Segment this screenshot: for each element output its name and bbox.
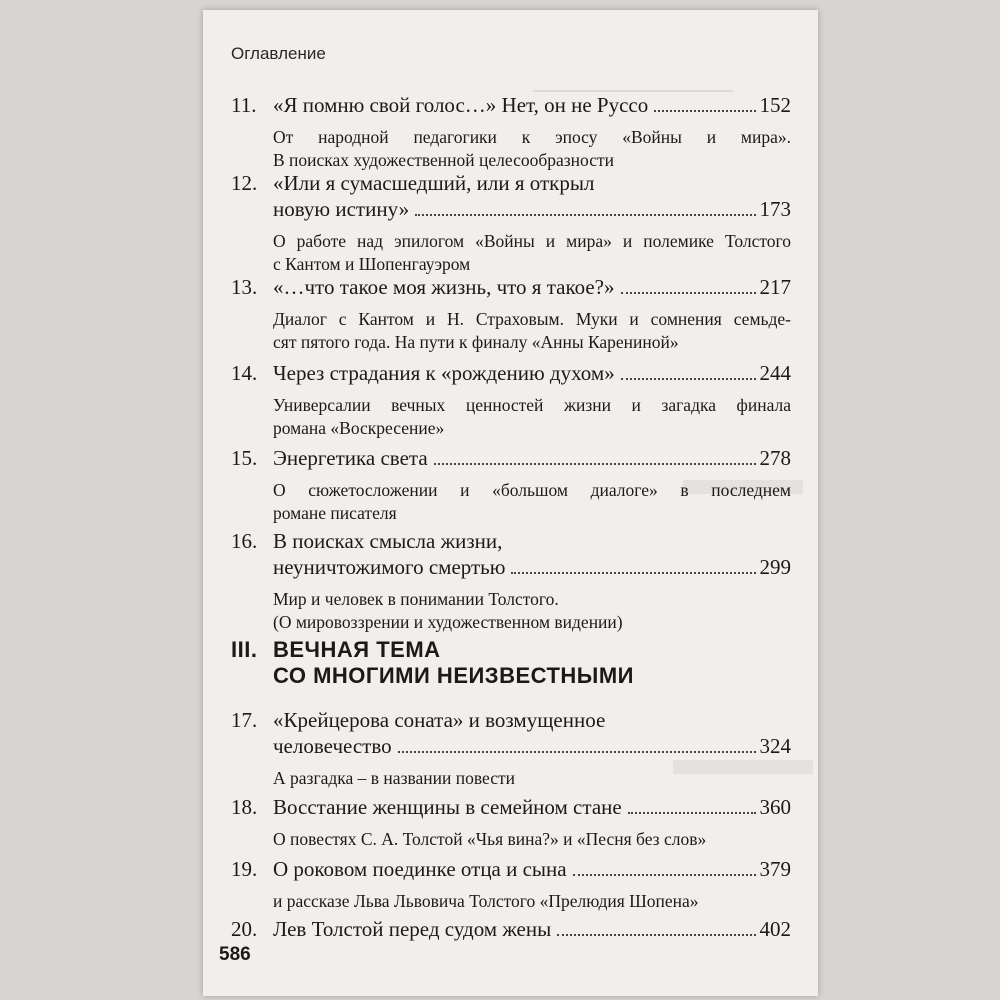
entry-subtitle	[231, 479, 791, 525]
entry-number: 18.	[231, 795, 258, 819]
entry-title: В поисках смысла жизни,	[273, 529, 503, 553]
toc-title-line	[231, 916, 791, 942]
subtitle-line: От народной педагогики к эпосу «Войны и мира».	[273, 127, 791, 147]
entry-subtitle	[231, 588, 791, 634]
dot-leader	[511, 572, 755, 574]
toc-title-line	[231, 856, 791, 882]
subtitle-line: О работе над эпилогом «Войны и мира» и полемике Толстого	[273, 231, 791, 251]
toc-entry	[231, 274, 791, 354]
entry-title: «Или я сумасшедший, или я открыл	[273, 171, 595, 195]
entry-number: 12.	[231, 171, 258, 195]
section-number: III.	[231, 637, 258, 662]
entry-title: О роковом поединке отца и сына	[273, 857, 567, 881]
section-title: ВЕЧНАЯ ТЕМА	[273, 637, 441, 662]
toc-title-line	[231, 733, 791, 759]
dot-leader	[654, 110, 755, 112]
toc-entry	[231, 916, 791, 942]
running-header: Оглавление	[231, 44, 326, 63]
toc-entry	[231, 707, 791, 790]
page-number: 586	[219, 944, 251, 965]
subtitle-line: Диалог с Кантом и Н. Страховым. Муки и сомнения семьде-	[273, 309, 791, 329]
toc-title-line	[231, 445, 791, 471]
entry-number: 15.	[231, 446, 258, 470]
toc-entry	[231, 528, 791, 634]
toc-title-line	[231, 707, 791, 733]
entry-title: «Я помню свой голос…» Нет, он не Руссо	[273, 93, 649, 117]
entry-page: 152	[759, 93, 791, 117]
toc-entry	[231, 445, 791, 525]
entry-title: новую истину»	[273, 197, 410, 221]
dot-leader	[573, 874, 756, 876]
dot-leader	[557, 934, 755, 936]
dot-leader	[621, 378, 756, 380]
subtitle-line: О сюжетосложении и «большом диалоге» в последнем	[273, 480, 791, 500]
entry-page: 379	[759, 857, 791, 881]
subtitle-line: А разгадка – в названии повести	[273, 768, 516, 788]
subtitle-line: (О мировоззрении и художественном видении)	[273, 612, 623, 632]
dot-leader	[398, 751, 756, 753]
toc-title-line	[231, 170, 791, 196]
entry-title: неуничтожимого смертью	[273, 555, 506, 579]
entry-title: человечество	[273, 734, 392, 758]
dot-leader	[415, 214, 755, 216]
entry-number: 11.	[231, 93, 257, 117]
book-page	[203, 10, 818, 996]
entry-number: 20.	[231, 917, 258, 941]
entry-page: 217	[759, 275, 791, 299]
entry-subtitle	[231, 828, 791, 851]
toc-entry	[231, 360, 791, 440]
toc-title-line	[231, 794, 791, 820]
subtitle-line: Универсалии вечных ценностей жизни и загадка финала	[273, 395, 791, 415]
entry-subtitle	[231, 767, 791, 790]
subtitle-line: В поисках художественной целесообразности	[273, 150, 615, 170]
entry-page: 324	[759, 734, 791, 758]
dot-leader	[434, 463, 756, 465]
entry-title: Лев Толстой перед судом жены	[273, 917, 552, 941]
toc-title-line	[231, 274, 791, 300]
toc-entry	[231, 92, 791, 172]
entry-page: 244	[759, 361, 791, 385]
toc-entry	[231, 856, 791, 913]
toc-entry	[231, 794, 791, 851]
entry-title: «…что такое моя жизнь, что я такое?»	[273, 275, 615, 299]
entry-page: 173	[759, 197, 791, 221]
dot-leader	[628, 812, 756, 814]
entry-subtitle	[231, 230, 791, 276]
subtitle-line: романе писателя	[273, 503, 397, 523]
toc-title-line	[231, 360, 791, 386]
entry-number: 17.	[231, 708, 258, 732]
entry-title: Через страдания к «рождению духом»	[273, 361, 615, 385]
entry-title: Энергетика света	[273, 446, 428, 470]
subtitle-line: сят пятого года. На пути к финалу «Анны Карениной»	[273, 332, 679, 352]
section-heading	[231, 637, 634, 689]
entry-subtitle	[231, 308, 791, 354]
entry-subtitle	[231, 126, 791, 172]
entry-subtitle	[231, 394, 791, 440]
subtitle-line: с Кантом и Шопенгауэром	[273, 254, 471, 274]
entry-title: Восстание женщины в семейном стане	[273, 795, 622, 819]
entry-page: 278	[759, 446, 791, 470]
toc-entry	[231, 170, 791, 276]
subtitle-line: романа «Воскресение»	[273, 418, 445, 438]
toc-title-line	[231, 196, 791, 222]
entry-number: 14.	[231, 361, 258, 385]
subtitle-line: Мир и человек в понимании Толстого.	[273, 589, 559, 609]
dot-leader	[621, 292, 756, 294]
toc-title-line	[231, 528, 791, 554]
entry-title: «Крейцерова соната» и возмущенное	[273, 708, 606, 732]
entry-page: 299	[759, 555, 791, 579]
entry-subtitle	[231, 890, 791, 913]
subtitle-line: О повестях С. А. Толстой «Чья вина?» и «Песня без слов»	[273, 829, 707, 849]
entry-page: 360	[759, 795, 791, 819]
entry-page: 402	[759, 917, 791, 941]
entry-number: 16.	[231, 529, 258, 553]
subtitle-line: и рассказе Льва Львовича Толстого «Прелюдия Шопена»	[273, 891, 699, 911]
entry-number: 19.	[231, 857, 258, 881]
entry-number: 13.	[231, 275, 258, 299]
toc-title-line	[231, 554, 791, 580]
toc-title-line	[231, 92, 791, 118]
section-title: СО МНОГИМИ НЕИЗВЕСТНЫМИ	[273, 663, 634, 688]
